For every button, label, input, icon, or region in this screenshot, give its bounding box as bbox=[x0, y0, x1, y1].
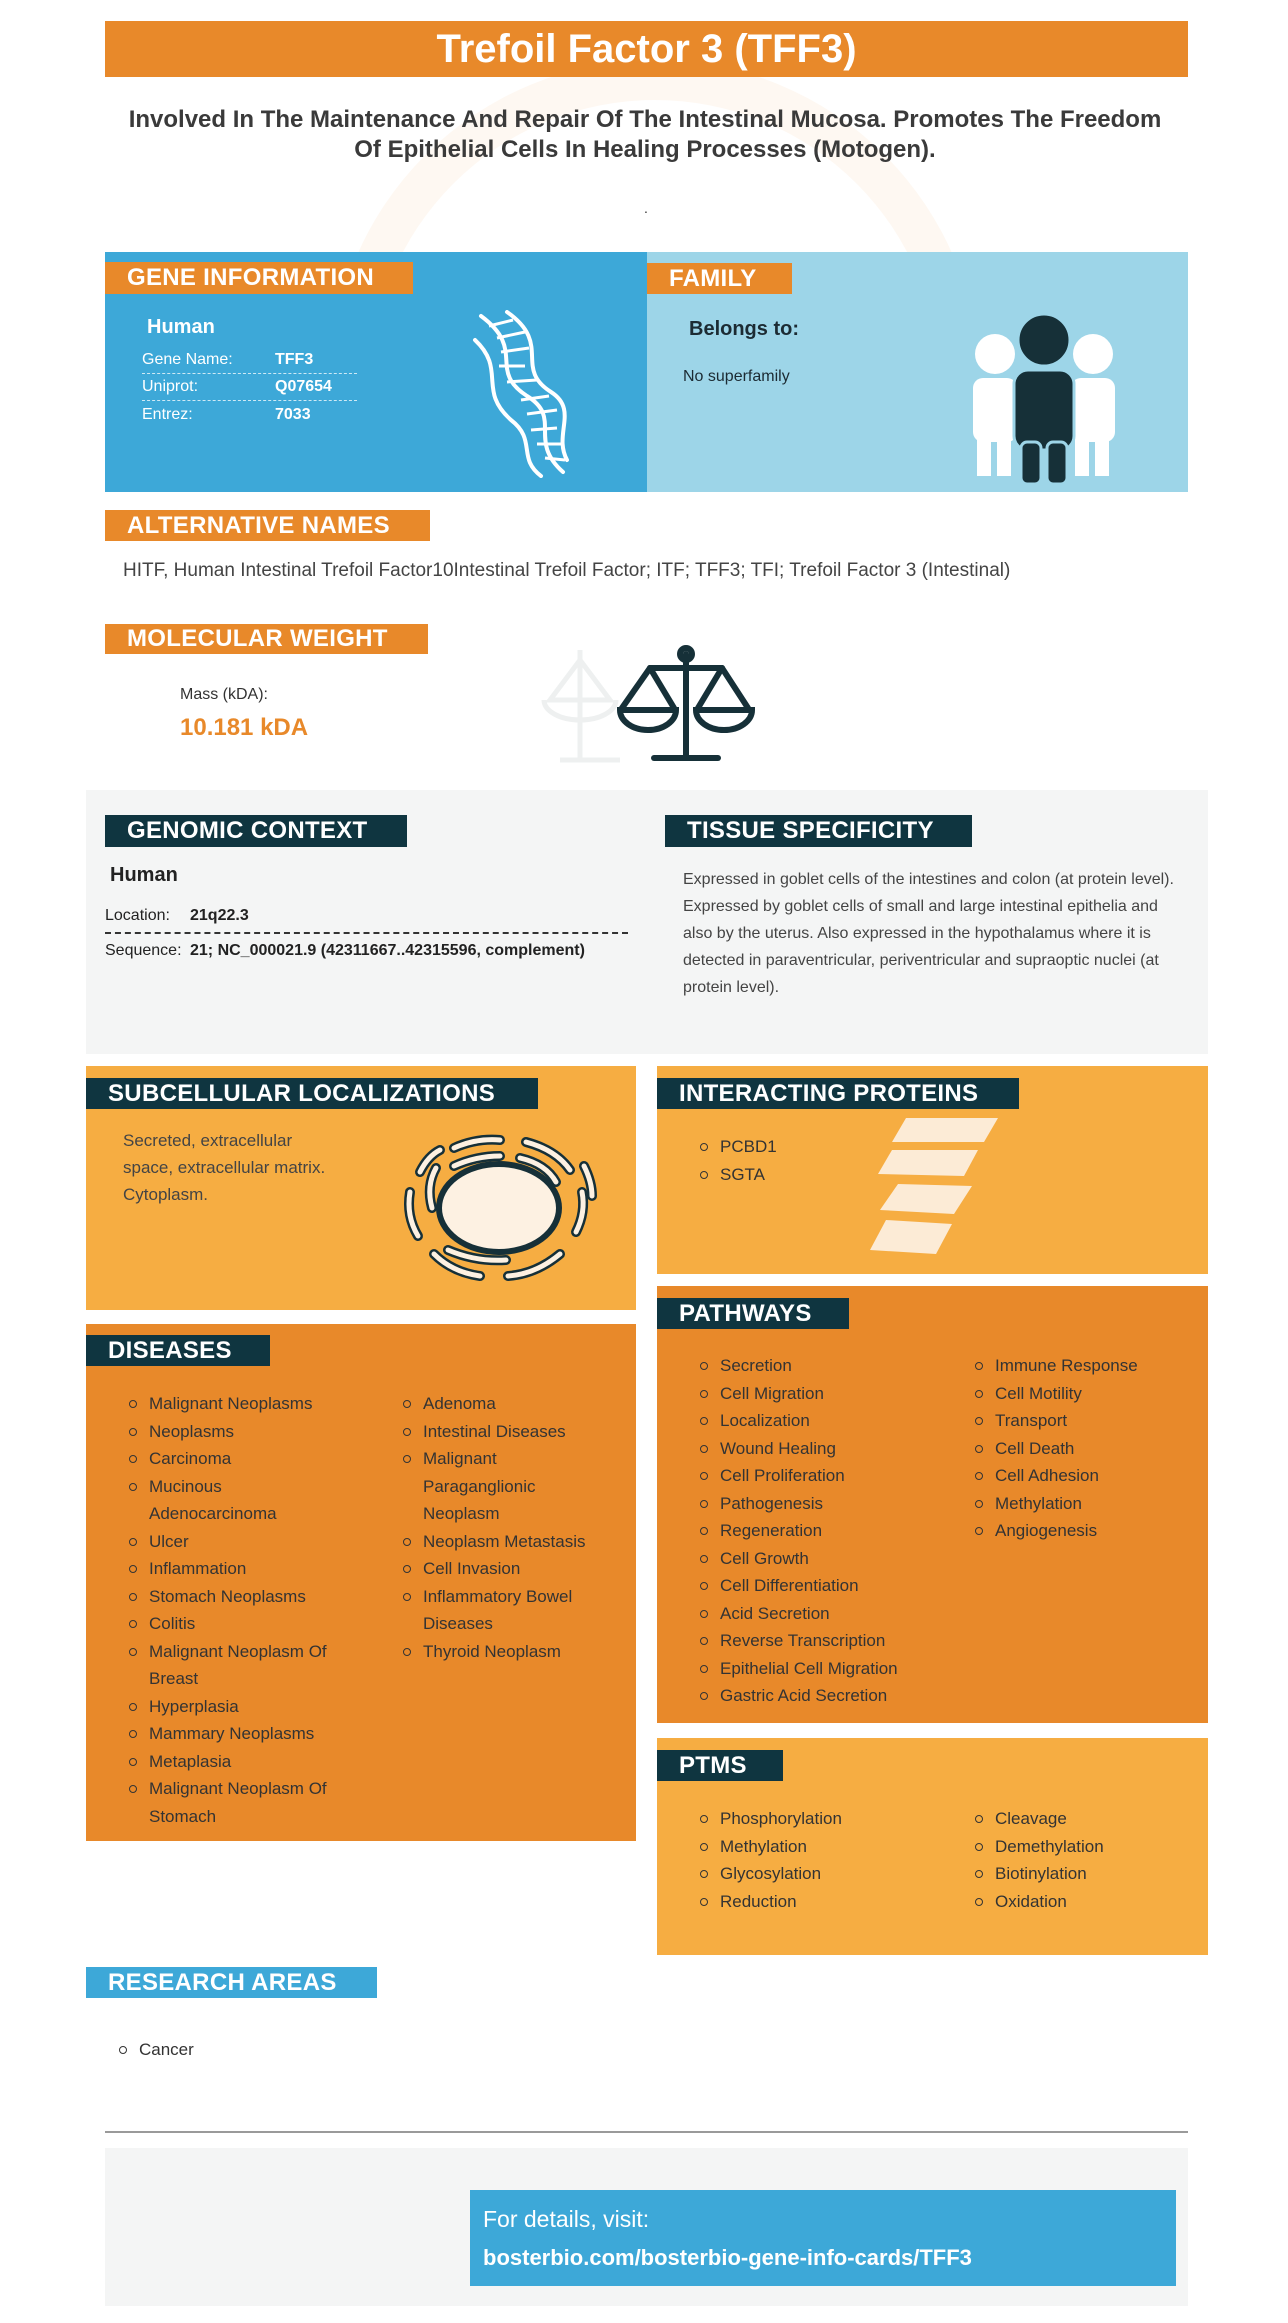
entrez-row bbox=[142, 401, 357, 428]
list-item: Cancer bbox=[119, 2036, 194, 2064]
pathways-heading: PATHWAYS bbox=[657, 1298, 849, 1329]
list-item: Methylation bbox=[700, 1833, 940, 1861]
visit-link[interactable]: bosterbio.com/bosterbio-gene-info-cards/TFF3 bbox=[483, 2245, 972, 2270]
list-item: Epithelial Cell Migration bbox=[700, 1655, 960, 1683]
gene-species: Human bbox=[147, 316, 215, 338]
mass-value: 10.181 kDA bbox=[180, 714, 309, 741]
list-item: Regeneration bbox=[700, 1517, 960, 1545]
list-item: Cell Proliferation bbox=[700, 1462, 960, 1490]
sequence-label: Sequence: bbox=[105, 942, 182, 959]
research-areas-heading: RESEARCH AREAS bbox=[86, 1967, 377, 1998]
list-item: Hyperplasia bbox=[129, 1693, 349, 1721]
gene-information-heading: GENE INFORMATION bbox=[105, 262, 413, 294]
list-item: Malignant Paraganglionic Neoplasm bbox=[403, 1445, 603, 1528]
entrez-value: 7033 bbox=[275, 406, 311, 423]
list-item: Ulcer bbox=[129, 1528, 349, 1556]
ptms-list-col1 bbox=[700, 1805, 940, 1915]
list-item: Biotinylation bbox=[975, 1860, 1195, 1888]
list-item: Gastric Acid Secretion bbox=[700, 1682, 960, 1710]
balance-scale-icon bbox=[540, 640, 760, 790]
interacting-proteins-list bbox=[700, 1133, 777, 1188]
list-item: Neoplasm Metastasis bbox=[403, 1528, 603, 1556]
list-item: SGTA bbox=[700, 1161, 777, 1189]
gene-name-value: TFF3 bbox=[275, 351, 314, 368]
list-item: Colitis bbox=[129, 1610, 349, 1638]
location-value: 21q22.3 bbox=[190, 907, 249, 924]
pathways-list-col2 bbox=[975, 1352, 1195, 1545]
pathways-list-col1 bbox=[700, 1352, 960, 1710]
page-subtitle: Involved In The Maintenance And Repair Of The Intestinal Mucosa. Promotes The Freedom Of Epithelial Cells In Healing Processes (Motogen). bbox=[128, 106, 1162, 163]
list-item: Stomach Neoplasms bbox=[129, 1583, 349, 1611]
visit-label: For details, visit: bbox=[483, 2206, 650, 2232]
list-item: Inflammatory Bowel Diseases bbox=[403, 1583, 603, 1638]
interacting-proteins-heading: INTERACTING PROTEINS bbox=[657, 1078, 1019, 1109]
list-item: Phosphorylation bbox=[700, 1805, 940, 1833]
mass-label: Mass (kDA): bbox=[180, 686, 268, 703]
tissue-specificity-heading: TISSUE SPECIFICITY bbox=[665, 815, 972, 847]
subcellular-text: Secreted, extracellular space, extracellular matrix. Cytoplasm. bbox=[123, 1131, 326, 1204]
list-item: Mucinous Adenocarcinoma bbox=[129, 1473, 349, 1528]
list-item: Cell Invasion bbox=[403, 1555, 603, 1583]
list-item: Pathogenesis bbox=[700, 1490, 960, 1518]
list-item: Cell Death bbox=[975, 1435, 1195, 1463]
list-item: Malignant Neoplasms bbox=[129, 1390, 349, 1418]
list-item: Demethylation bbox=[975, 1833, 1195, 1861]
list-item: PCBD1 bbox=[700, 1133, 777, 1161]
family-belongs-label: Belongs to: bbox=[689, 318, 799, 340]
alternative-names-heading: ALTERNATIVE NAMES bbox=[105, 510, 430, 541]
list-item: Secretion bbox=[700, 1352, 960, 1380]
list-item: Reduction bbox=[700, 1888, 940, 1916]
list-item: Metaplasia bbox=[129, 1748, 349, 1776]
list-item: Malignant Neoplasm Of Stomach bbox=[129, 1775, 349, 1830]
list-item: Transport bbox=[975, 1407, 1195, 1435]
alternative-names-text: HITF, Human Intestinal Trefoil Factor10Intestinal Trefoil Factor; ITF; TFF3; TFI; Trefoil Factor 3 (Intestinal) bbox=[123, 560, 1011, 581]
genomic-context-heading: GENOMIC CONTEXT bbox=[105, 815, 407, 847]
entrez-label: Entrez: bbox=[142, 406, 193, 423]
list-item: Cell Motility bbox=[975, 1380, 1195, 1408]
dna-helix-icon bbox=[467, 310, 577, 478]
list-item: Carcinoma bbox=[129, 1445, 349, 1473]
list-item: Oxidation bbox=[975, 1888, 1195, 1916]
list-item: Adenoma bbox=[403, 1390, 603, 1418]
location-label: Location: bbox=[105, 907, 170, 924]
page-title: Trefoil Factor 3 (TFF3) bbox=[105, 21, 1188, 77]
list-item: Intestinal Diseases bbox=[403, 1418, 603, 1446]
list-item: Reverse Transcription bbox=[700, 1627, 960, 1655]
footer-divider bbox=[105, 2131, 1188, 2133]
dot-mark: . bbox=[644, 200, 648, 216]
list-item: Cell Migration bbox=[700, 1380, 960, 1408]
list-item: Malignant Neoplasm Of Breast bbox=[129, 1638, 349, 1693]
list-item: Neoplasms bbox=[129, 1418, 349, 1446]
diseases-list-col2 bbox=[403, 1390, 603, 1665]
list-item: Mammary Neoplasms bbox=[129, 1720, 349, 1748]
list-item: Methylation bbox=[975, 1490, 1195, 1518]
ptms-heading: PTMS bbox=[657, 1750, 783, 1781]
molecular-weight-heading: MOLECULAR WEIGHT bbox=[105, 624, 428, 654]
family-heading: FAMILY bbox=[647, 263, 792, 294]
list-item: Wound Healing bbox=[700, 1435, 960, 1463]
list-item: Angiogenesis bbox=[975, 1517, 1195, 1545]
cell-organelle-icon bbox=[396, 1126, 602, 1290]
family-panel bbox=[647, 252, 1188, 492]
gene-name-row bbox=[142, 346, 357, 373]
list-item: Thyroid Neoplasm bbox=[403, 1638, 603, 1666]
research-areas-list bbox=[119, 2036, 194, 2064]
genomic-species: Human bbox=[110, 864, 178, 886]
diseases-heading: DISEASES bbox=[86, 1335, 270, 1366]
sequence-value: 21; NC_000021.9 (42311667..42315596, complement) bbox=[190, 942, 585, 959]
people-group-icon bbox=[969, 314, 1119, 484]
list-item: Cleavage bbox=[975, 1805, 1195, 1833]
protein-ribbon-icon bbox=[866, 1112, 1002, 1260]
list-item: Cell Adhesion bbox=[975, 1462, 1195, 1490]
gene-name-label: Gene Name: bbox=[142, 351, 233, 368]
diseases-list-col1 bbox=[129, 1390, 349, 1830]
ptms-list-col2 bbox=[975, 1805, 1195, 1915]
genomic-divider bbox=[105, 932, 628, 934]
subcellular-heading: SUBCELLULAR LOCALIZATIONS bbox=[86, 1078, 538, 1109]
list-item: Cell Differentiation bbox=[700, 1572, 960, 1600]
list-item: Immune Response bbox=[975, 1352, 1195, 1380]
list-item: Cell Growth bbox=[700, 1545, 960, 1573]
list-item: Localization bbox=[700, 1407, 960, 1435]
uniprot-label: Uniprot: bbox=[142, 378, 199, 395]
list-item: Acid Secretion bbox=[700, 1600, 960, 1628]
list-item: Inflammation bbox=[129, 1555, 349, 1583]
tissue-specificity-text: Expressed in goblet cells of the intestines and colon (at protein level). Expressed by goblet cells of small and large intestinal epithelia and also by the uterus. Also expressed in the hypothalamus where it is detected in paraventricular, periventricular and supraoptic nuclei (at protein level). bbox=[683, 871, 1174, 996]
family-value: No superfamily bbox=[683, 368, 790, 385]
uniprot-value: Q07654 bbox=[275, 378, 332, 395]
uniprot-row bbox=[142, 373, 357, 400]
list-item: Glycosylation bbox=[700, 1860, 940, 1888]
visit-panel bbox=[470, 2190, 1176, 2286]
